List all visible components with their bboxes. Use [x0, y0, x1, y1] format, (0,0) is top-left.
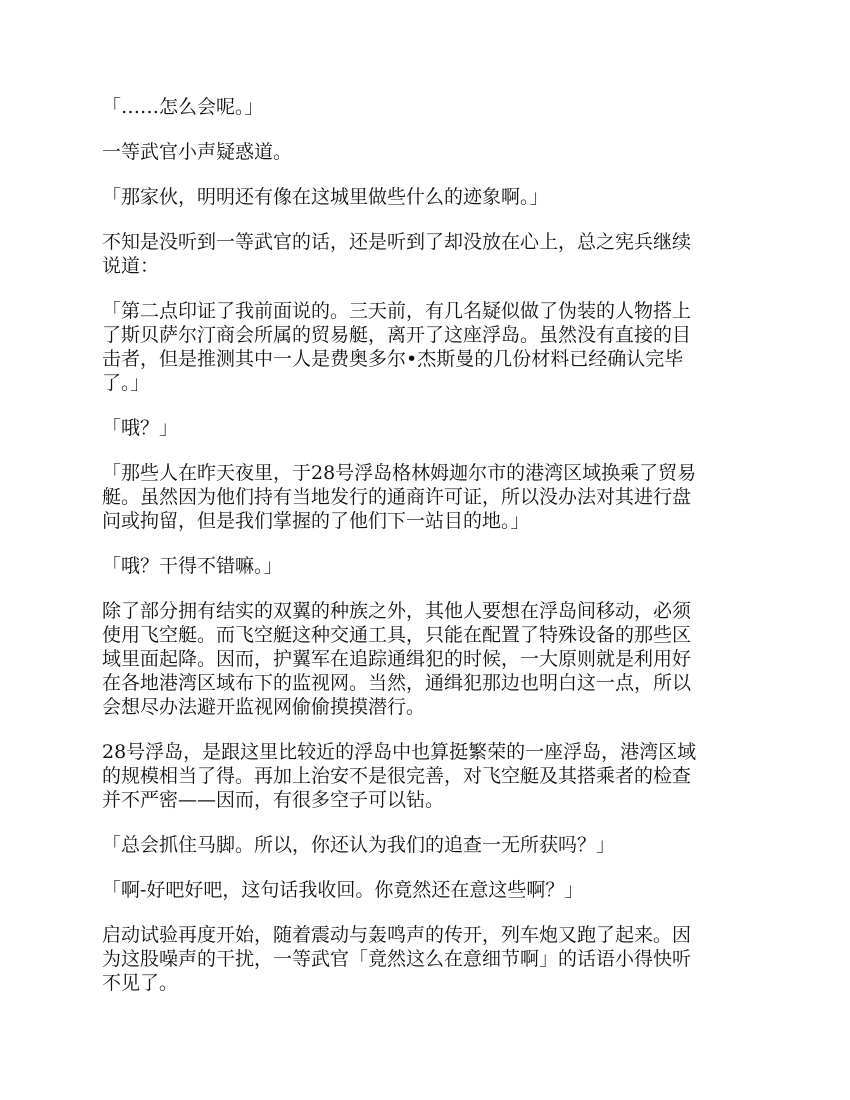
paragraph: 不知是没听到一等武官的话，还是听到了却没放在心上，总之宪兵继续 说道：	[102, 231, 692, 277]
paragraph: 「第二点印证了我前面说的。三天前，有几名疑似做了伪装的人物搭上 了斯贝萨尔汀商会所属的贸易艇，离开了这座浮岛。虽然没有直接的目 击者，但是推测其中一人是费奥多尔•杰斯曼的几份材料已经确认完毕 了。」	[102, 300, 692, 394]
paragraph: 「那些人在昨天夜里，于28号浮岛格林姆迦尔市的港湾区域换乘了贸易 艇。虽然因为他们持有当地发行的通商许可证，所以没办法对其进行盘 问或拘留，但是我们掌握的了他们下一站目的地。」	[102, 462, 697, 532]
paragraph: 启动试验再度开始，随着震动与轰鸣声的传开，列车炮又跑了起来。因 为这股噪声的干扰，一等武官「竟然这么在意细节啊」的话语小得快听 不见了。	[102, 924, 692, 994]
paragraph: 「啊-好吧好吧，这句话我收回。你竟然还在意这些啊？」	[102, 879, 584, 901]
paragraph: 「哦？」	[102, 417, 179, 439]
paragraph: 一等武官小声疑惑道。	[102, 141, 293, 163]
document-body	[102, 95, 752, 1016]
paragraph: 「那家伙，明明还有像在这城里做些什么的迹象啊。」	[102, 186, 549, 208]
paragraph: 「……怎么会呢。」	[102, 96, 264, 118]
paragraph: 除了部分拥有结实的双翼的种族之外，其他人要想在浮岛间移动，必须 使用飞空艇。而飞空艇这种交通工具，只能在配置了特殊设备的那些区 域里面起降。因而，护翼军在追踪通缉犯的时候，一大原则就是利用好 在各地港湾区域布下的监视网。当然，通缉犯那边也明白这一点，所以 会想尽办法避开监视网偷偷摸摸潜行。	[102, 600, 692, 718]
paragraph: 「总会抓住马脚。所以，你还认为我们的追查一无所获吗？」	[102, 834, 616, 856]
paragraph: 28号浮岛，是跟这里比较近的浮岛中也算挺繁荣的一座浮岛，港湾区域 的规模相当了得。再加上治安不是很完善，对飞空艇及其搭乘者的检查 并不严密——因而，有很多空子可以钻。	[102, 741, 697, 811]
paragraph: 「哦？干得不错嘛。」	[102, 555, 283, 577]
